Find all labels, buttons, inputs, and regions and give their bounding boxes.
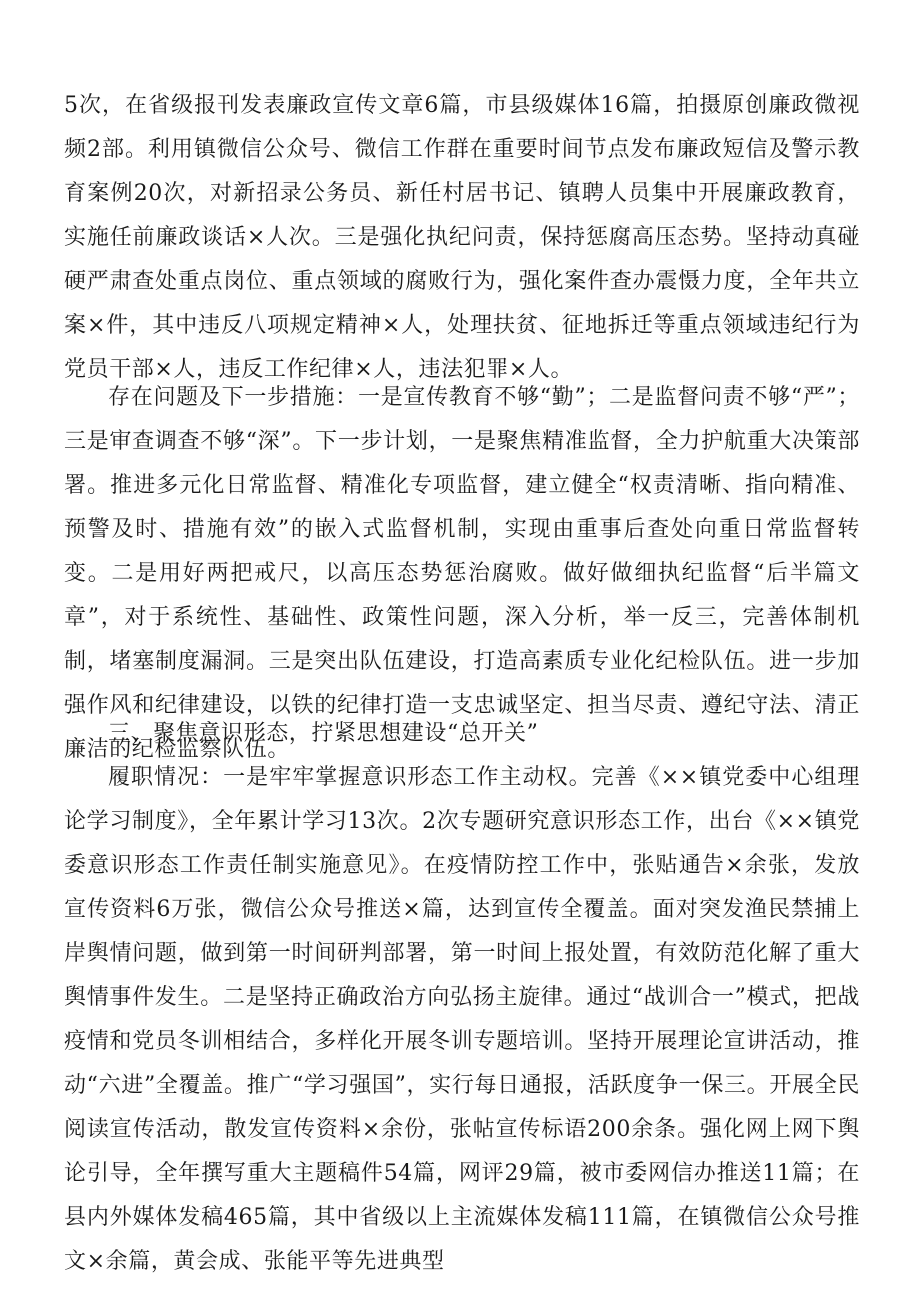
paragraph-duty-performance: 履职情况：一是牢牢掌握意识形态工作主动权。完善《××镇党委中心组理论学习制度》，全年累计学习13次。2次专题研究意识形态工作，出台《××镇党委意识形态工作责任制实施意见》。在疫情防控工作中，张贴通告×余张，发放宣传资料6万张，微信公众号推送×篇，达到宣传全覆盖。面对突发渔民禁捕上岸舆情问题，做到第一时间研判部署，第一时间上报处置，有效防范化解了重大舆情事件发生。二是坚持正确政治方向弘扬主旋律。通过“战训合一”模式，把战疫情和党员冬训相结合，多样化开展冬训专题培训。坚持开展理论宣讲活动，推动“六进”全覆盖。推广“学习强国”，实行每日通报，活跃度争一保三。开展全民阅读宣传活动，散发宣传资料×余份，张帖宣传标语200余条。强化网上网下舆论引导，全年撰写重大主题稿件54篇，网评29篇，被市委网信办推送11篇；在县内外媒体发稿465篇，其中省级以上主流媒体发稿111篇，在镇微信公众号推文×余篇，黄会成、张能平等先进典型 bbox=[64, 765, 860, 1274]
paragraph-problems-next-steps: 存在问题及下一步措施：一是宣传教育不够“勤”；二是监督问责不够“严”；三是审查调查不够“深”。下一步计划，一是聚焦精准监督，全力护航重大决策部署。推进多元化日常监督、精准化专项监督，建立健全“权责清晰、指向精准、预警及时、措施有效”的嵌入式监督机制，实现由重事后查处向重日常监督转变。二是用好两把戒尺，以高压态势惩治腐败。做好做细执纪监督“后半篇文章”，对于系统性、基础性、政策性问题，深入分析，举一反三，完善体制机制，堵塞制度漏洞。三是突出队伍建设，打造高素质专业化纪检队伍。进一步加强作风和纪律建设，以铁的纪律打造一支忠诚坚定、担当尽责、遵纪守法、清正廉洁的纪检监察队伍。 bbox=[64, 385, 860, 762]
paragraph-discipline-results: 5次，在省级报刊发表廉政宣传文章6篇，市县级媒体16篇，拍摄原创廉政微视频2部。利用镇微信公众号、微信工作群在重要时间节点发布廉政短信及警示教育案例20次，对新招录公务员、新任村居书记、镇聘人员集中开展廉政教育，实施任前廉政谈话×人次。三是强化执纪问责，保持惩腐高压态势。坚持动真碰硬严肃查处重点岗位、重点领域的腐败行为，强化案件查办震慑力度，全年共立案×件，其中违反八项规定精神×人，处理扶贫、征地拆迁等重点领域违纪行为党员干部×人，违反工作纪律×人，违法犯罪×人。 bbox=[64, 93, 860, 382]
section-heading-ideology: 三、聚焦意识形态，拧紧思想建设“总开关” bbox=[108, 721, 539, 746]
